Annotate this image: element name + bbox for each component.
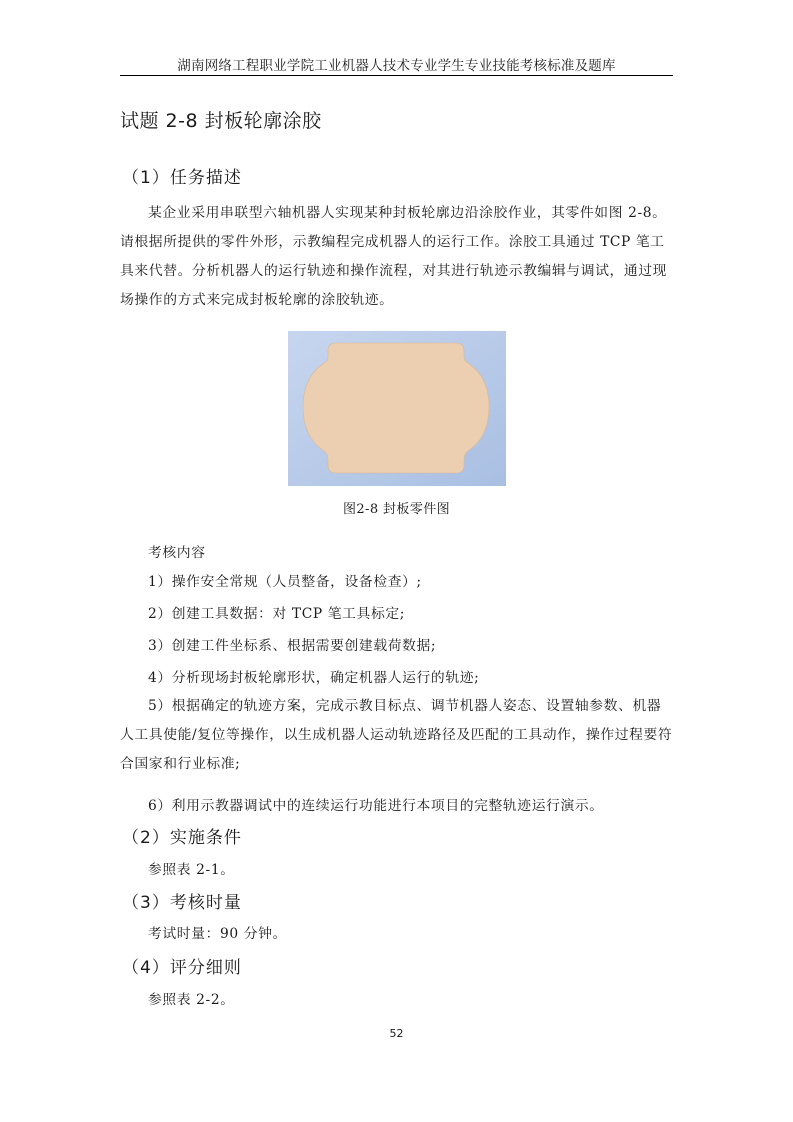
assessment-item-6: 6）利用示教器调试中的连续运行功能进行本项目的完整轨迹运行演示。 [148,798,604,814]
sealing-plate-figure [288,331,506,486]
assessment-item-5: 5）根据确定的轨迹方案，完成示教目标点、调节机器人姿态、设置轴参数、机器人工具使能/复位等操作，以生成机器人运动轨迹路径及匹配的工具动作，操作过程要符合国家和行业标准; [120,698,673,772]
page-number: 52 [389,1027,404,1040]
page-title: 试题 2-8 封板轮廓涂胶 [120,110,322,132]
scoring-text: 参照表 2-2。 [148,992,235,1008]
sealing-plate-part [303,343,489,473]
section-heading-task: （1）任务描述 [122,168,242,188]
task-description: 某企业采用串联型六轴机器人实现某种封板轮廓边沿涂胶作业，其零件如图 2-8。请根据所提供的零件外形，示教编程完成机器人的运行工作。涂胶工具通过 TCP 笔工具来代替。分析机器人的运行轨迹和操作流程，对其进行轨迹示教编辑与调试，通过现场操作的方式来完成封板轮廓的涂胶轨迹。 [120,205,668,308]
header-rule [120,75,673,76]
running-header: 湖南网络工程职业学院工业机器人技术专业学生专业技能考核标准及题库 [177,58,616,74]
assessment-item-4: 4）分析现场封板轮廓形状，确定机器人运行的轨迹; [148,670,480,686]
assessment-item-2: 2）创建工具数据：对 TCP 笔工具标定; [148,606,405,622]
section-heading-duration: （3）考核时量 [122,893,242,913]
conditions-text: 参照表 2-1。 [148,862,235,878]
section-heading-scoring: （4）评分细则 [122,958,242,978]
figure-caption: 图2-8 封板零件图 [342,502,451,517]
duration-text: 考试时量：90 分钟。 [148,926,287,942]
section-heading-conditions: （2）实施条件 [122,828,242,848]
assessment-item-3: 3）创建工件坐标系、根据需要创建载荷数据; [148,638,437,654]
assessment-item-1: 1）操作安全常规（人员整备，设备检查）; [148,574,422,590]
assessment-heading: 考核内容 [148,545,206,561]
